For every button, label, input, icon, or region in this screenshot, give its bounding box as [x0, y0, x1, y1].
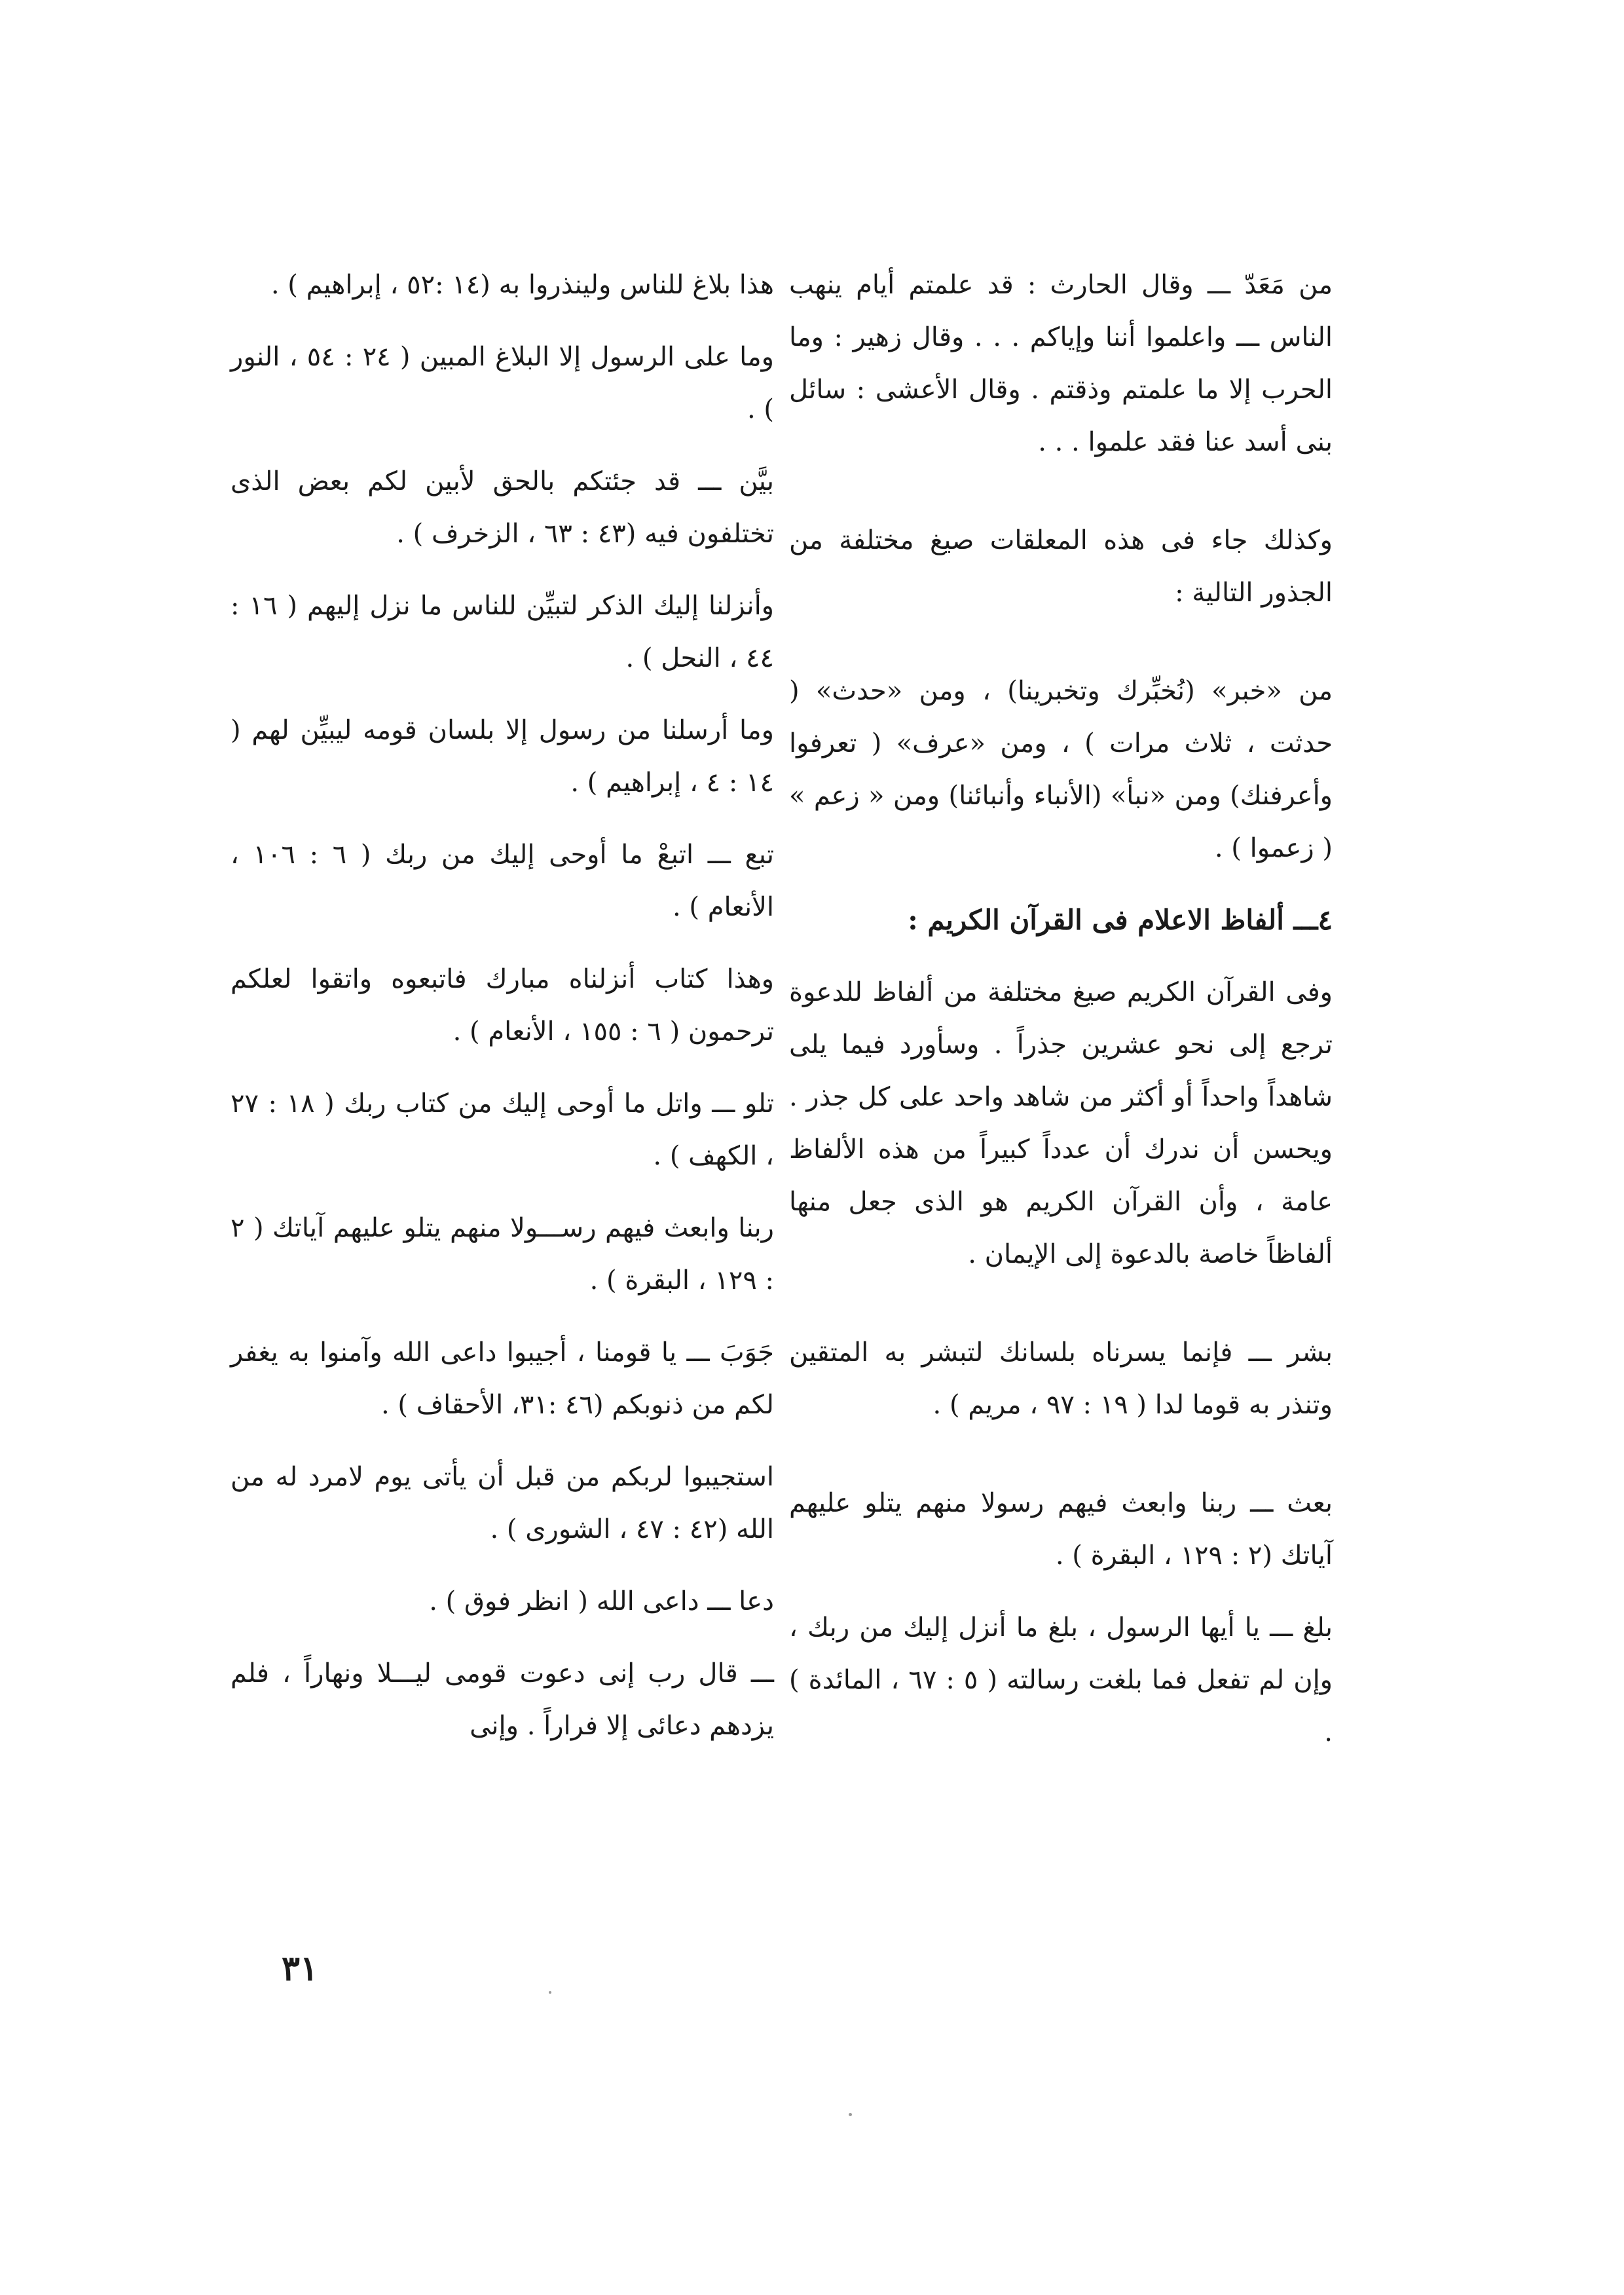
- scan-speck: [549, 1991, 551, 1994]
- paragraph: من مَعَدّ ـــ وقال الحارث : قد علمتم أيام ينهب الناس ـــ واعلموا أننا وإياكم . . . وقال زهير : وما الحرب إلا ما علمتم وذقتم . وقال الأعشى : سائل بنى أسد عنا فقد علموا . . .: [789, 270, 1333, 457]
- paragraph: وأنزلنا إليك الذكر لتبيِّن للناس ما نزل إليهم ( ١٦ : ٤٤ ، النحل ) .: [231, 591, 774, 673]
- paragraph: وما على الرسول إلا البلاغ المبين ( ٢٤ : ٥٤ ، النور ) .: [231, 342, 774, 424]
- paragraph: ربنا وابعث فيهم رســـولا منهم يتلو عليهم آياتك ( ٢ : ١٢٩ ، البقرة ) .: [231, 1213, 774, 1296]
- paragraph: تبع ـــ اتبعْ ما أوحى إليك من ربك ( ٦ : ١٠٦ ، الأنعام ) .: [231, 840, 775, 922]
- paragraph: جَوَبَ ـــ يا قومنا ، أجيبوا داعى الله وآمنوا به يغفر لكم من ذنوبكم (٤٦ :٣١، الأحقاف ) .: [231, 1337, 774, 1420]
- paragraph: ـــ قال رب إنى دعوت قومى ليـــلا ونهاراً ، فلم يزدهم دعائى إلا فراراً . وإنى: [231, 1658, 774, 1741]
- paragraph: استجيبوا لربكم من قبل أن يأتى يوم لامرد له من الله (٤٢ : ٤٧ ، الشورى ) .: [231, 1462, 774, 1544]
- paragraph: بعث ـــ ربنا وابعث فيهم رسولا منهم يتلو عليهم آياتك (٢ : ١٢٩ ، البقرة ) .: [789, 1488, 1333, 1571]
- paragraph: بشر ـــ فإنما يسرناه بلسانك لتبشر به المتقين وتنذر به قوما لدا ( ١٩ : ٩٧ ، مريم ) .: [789, 1337, 1333, 1420]
- right-column: [789, 259, 1333, 1778]
- paragraph: وفى القرآن الكريم صيغ مختلفة من ألفاظ للدعوة ترجع إلى نحو عشرين جذراً . وسأورد فيما يلى شاهداً واحداً أو أكثر من شاهد واحد على كل جذر . ويحسن أن ندرك أن عدداً كبيراً من هذه الألفاظ عامة ، وأن القرآن الكريم هو الذى جعل منها ألفاظاً خاصة بالدعوة إلى الإيمان .: [789, 977, 1333, 1269]
- paragraph: وهذا كتاب أنزلناه مبارك فاتبعوه واتقوا لعلكم ترحمون ( ٦ : ١٥٥ ، الأنعام ) .: [231, 964, 774, 1047]
- scan-speck: [849, 2113, 852, 2116]
- section-heading: ٤ـــ ألفاظ الاعلام فى القرآن الكريم :: [908, 904, 1333, 936]
- paragraph: بيَّن ـــ قد جئتكم بالحق لأبين لكم بعض الذى تختلفون فيه (٤٣ : ٦٣ ، الزخرف ) .: [231, 466, 774, 549]
- paragraph: دعا ـــ داعى الله ( انظر فوق ) .: [429, 1586, 774, 1616]
- left-column: [231, 259, 774, 1772]
- paragraph: وكذلك جاء فى هذه المعلقات صيغ مختلفة من الجذور التالية :: [789, 525, 1333, 608]
- page-number: ٣١: [282, 1949, 318, 1988]
- paragraph: تلو ـــ واتل ما أوحى إليك من كتاب ربك ( ١٨ : ٢٧ ، الكهف ) .: [231, 1089, 774, 1171]
- paragraph: وما أرسلنا من رسول إلا بلسان قومه ليبيِّن لهم ( ١٤ : ٤ ، إبراهيم ) .: [231, 715, 774, 798]
- paragraph: من «خبر» (نُخبِّرك وتخبرينا) ، ومن «حدث» ( حدثت ، ثلاث مرات ) ، ومن «عرف» ( تعرفوا وأعرفنك) ومن «نبأ» (الأنباء وأنبائنا) ومن « زعم » ( زعموا ) .: [789, 676, 1333, 863]
- paragraph: هذا بلاغ للناس ولينذروا به (١٤ :٥٢ ، إبراهيم ) .: [270, 270, 774, 300]
- paragraph: بلغ ـــ يا أيها الرسول ، بلغ ما أنزل إليك من ربك ، وإن لم تفعل فما بلغت رسالته ( ٥ : ٦٧ ، المائدة ) .: [789, 1613, 1333, 1747]
